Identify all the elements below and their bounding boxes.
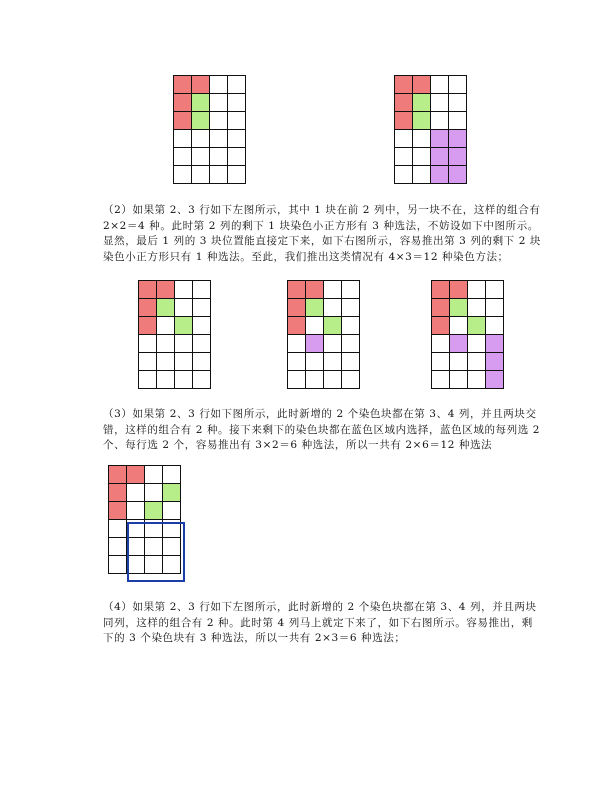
grid-cell (431, 112, 449, 130)
grid-cell (432, 317, 450, 335)
grid-cell (192, 148, 210, 166)
grid-cell (175, 335, 193, 353)
figure-2-right (431, 280, 504, 389)
grid-cell (210, 76, 228, 94)
grid-cell (342, 335, 360, 353)
grid-cell (109, 484, 127, 502)
grid-cell (486, 317, 504, 335)
grid-cell (413, 166, 431, 184)
grid-cell (449, 112, 467, 130)
grid-cell (157, 353, 175, 371)
grid-cell (210, 130, 228, 148)
grid-cell (175, 281, 193, 299)
grid-cell (486, 353, 504, 371)
grid-cell (210, 94, 228, 112)
grid-cell (468, 335, 486, 353)
grid-cell (288, 353, 306, 371)
grid-cell (175, 317, 193, 335)
grid-cell (450, 335, 468, 353)
grid-cell (145, 520, 163, 538)
grid-cell (486, 299, 504, 317)
grid-cell (145, 538, 163, 556)
grid-cell (306, 371, 324, 389)
grid-cell (324, 371, 342, 389)
grid-cell (431, 166, 449, 184)
grid-cell (306, 335, 324, 353)
grid-cell (450, 281, 468, 299)
grid-cell (228, 130, 246, 148)
grid-cell (288, 371, 306, 389)
grid-cell (139, 281, 157, 299)
grid-cell (127, 502, 145, 520)
grid-cell (449, 166, 467, 184)
grid-cell (413, 76, 431, 94)
grid-cell (342, 371, 360, 389)
grid-cell (109, 502, 127, 520)
grid-cell (413, 112, 431, 130)
grid-cell (228, 94, 246, 112)
grid-cell (306, 317, 324, 335)
grid-cell (342, 299, 360, 317)
paragraph-case-3: （3）如果第 2、3 行如下图所示，此时新增的 2 个染色块都在第 3、4 列，并且两块交错，这样的组合有 2 种。接下来剩下的染色块都在蓝色区域内选择，蓝色区域的每列选 2 个、每行选 2 个，容易推出有 3×2＝6 种选法，所以一共有 2×6＝12 种选法 (103, 408, 541, 451)
grid-cell (145, 466, 163, 484)
grid-cell (175, 371, 193, 389)
grid-cell (174, 112, 192, 130)
grid-cell (174, 130, 192, 148)
grid-cell (109, 466, 127, 484)
grid-cell (324, 299, 342, 317)
grid-cell (109, 538, 127, 556)
grid-cell (210, 112, 228, 130)
grid-cell (486, 371, 504, 389)
grid-cell (163, 520, 181, 538)
grid-cell (192, 112, 210, 130)
grid-cell (342, 281, 360, 299)
grid-cell (450, 317, 468, 335)
grid-cell (192, 76, 210, 94)
grid-cell (395, 166, 413, 184)
grid-cell (109, 520, 127, 538)
grid-cell (306, 299, 324, 317)
grid-cell (395, 148, 413, 166)
grid-cell (163, 484, 181, 502)
grid-cell (468, 371, 486, 389)
grid-cell (288, 299, 306, 317)
grid-cell (163, 556, 181, 574)
grid-cell (192, 94, 210, 112)
grid-cell (342, 353, 360, 371)
grid-cell (395, 94, 413, 112)
grid-cell (486, 281, 504, 299)
paragraph-case-2: （2）如果第 2、3 行如下左图所示，其中 1 块在前 2 列中，另一块不在，这样的组合有 2×2＝4 种。此时第 2 列的剩下 1 块染色小正方形有 3 种选法，不妨设如下中图所示。显然，最后 1 列的 3 块位置能直接定下来，如下右图所示，容易推出第 3 列的剩下 2 块染色小正方形只有 1 种选法。至此，我们推出这类情况有 4×3＝12 种染色方法； (103, 204, 542, 263)
grid-cell (175, 353, 193, 371)
figure-1-left (173, 75, 246, 184)
grid-cell (449, 148, 467, 166)
grid-cell (174, 76, 192, 94)
grid-cell (174, 94, 192, 112)
grid-cell (109, 556, 127, 574)
figure-2-middle (287, 280, 360, 389)
grid-cell (342, 317, 360, 335)
grid-cell (127, 556, 145, 574)
grid-cell (192, 166, 210, 184)
grid-cell (468, 299, 486, 317)
grid-cell (324, 353, 342, 371)
grid-cell (163, 538, 181, 556)
grid-cell (193, 335, 211, 353)
grid-cell (395, 76, 413, 94)
grid-cell (450, 353, 468, 371)
grid-cell (157, 317, 175, 335)
grid-cell (145, 502, 163, 520)
grid-cell (449, 130, 467, 148)
grid-cell (413, 148, 431, 166)
grid-cell (468, 317, 486, 335)
grid-cell (432, 335, 450, 353)
grid-cell (127, 484, 145, 502)
paragraph-case-4: （4）如果第 2、3 行如下左图所示，此时新增的 2 个染色块都在第 3、4 列，并且两块同列，这样的组合有 2 种。此时第 4 列马上就定下来了，如下右图所示。容易推出，剩下的 3 个染色块有 3 种选法，所以一共有 2×3＝6 种选法； (103, 601, 537, 644)
grid-cell (193, 281, 211, 299)
grid-cell (193, 317, 211, 335)
grid-cell (163, 466, 181, 484)
grid-cell (228, 76, 246, 94)
figure-3 (108, 465, 181, 574)
grid-cell (431, 130, 449, 148)
grid-cell (306, 353, 324, 371)
grid-cell (288, 317, 306, 335)
grid-cell (449, 94, 467, 112)
grid-cell (157, 335, 175, 353)
grid-cell (127, 520, 145, 538)
grid-cell (145, 484, 163, 502)
grid-cell (395, 112, 413, 130)
grid-cell (228, 166, 246, 184)
grid-cell (139, 299, 157, 317)
grid-cell (432, 353, 450, 371)
grid-cell (431, 76, 449, 94)
figure-2-left (138, 280, 211, 389)
grid-cell (193, 371, 211, 389)
grid-cell (145, 556, 163, 574)
grid-cell (306, 281, 324, 299)
grid-cell (157, 371, 175, 389)
grid-cell (432, 371, 450, 389)
grid-cell (139, 353, 157, 371)
grid-cell (486, 335, 504, 353)
grid-cell (175, 299, 193, 317)
grid-cell (157, 281, 175, 299)
grid-cell (139, 317, 157, 335)
grid-cell (288, 281, 306, 299)
grid-cell (193, 299, 211, 317)
grid-cell (288, 335, 306, 353)
grid-cell (174, 166, 192, 184)
grid-cell (468, 281, 486, 299)
grid-cell (432, 281, 450, 299)
grid-cell (228, 148, 246, 166)
grid-cell (210, 166, 228, 184)
grid-cell (468, 353, 486, 371)
grid-cell (432, 299, 450, 317)
grid-cell (431, 148, 449, 166)
grid-cell (450, 371, 468, 389)
grid-cell (193, 353, 211, 371)
grid-cell (413, 94, 431, 112)
figure-1-right (394, 75, 467, 184)
grid-cell (431, 94, 449, 112)
grid-cell (127, 466, 145, 484)
grid-cell (324, 335, 342, 353)
grid-cell (324, 317, 342, 335)
grid-cell (413, 130, 431, 148)
grid-cell (450, 299, 468, 317)
grid-cell (324, 281, 342, 299)
grid-cell (157, 299, 175, 317)
grid-cell (228, 112, 246, 130)
grid-cell (139, 371, 157, 389)
grid-cell (395, 130, 413, 148)
grid-cell (449, 76, 467, 94)
grid-cell (163, 502, 181, 520)
grid-cell (192, 130, 210, 148)
grid-cell (210, 148, 228, 166)
grid-cell (127, 538, 145, 556)
grid-cell (139, 335, 157, 353)
grid-cell (174, 148, 192, 166)
